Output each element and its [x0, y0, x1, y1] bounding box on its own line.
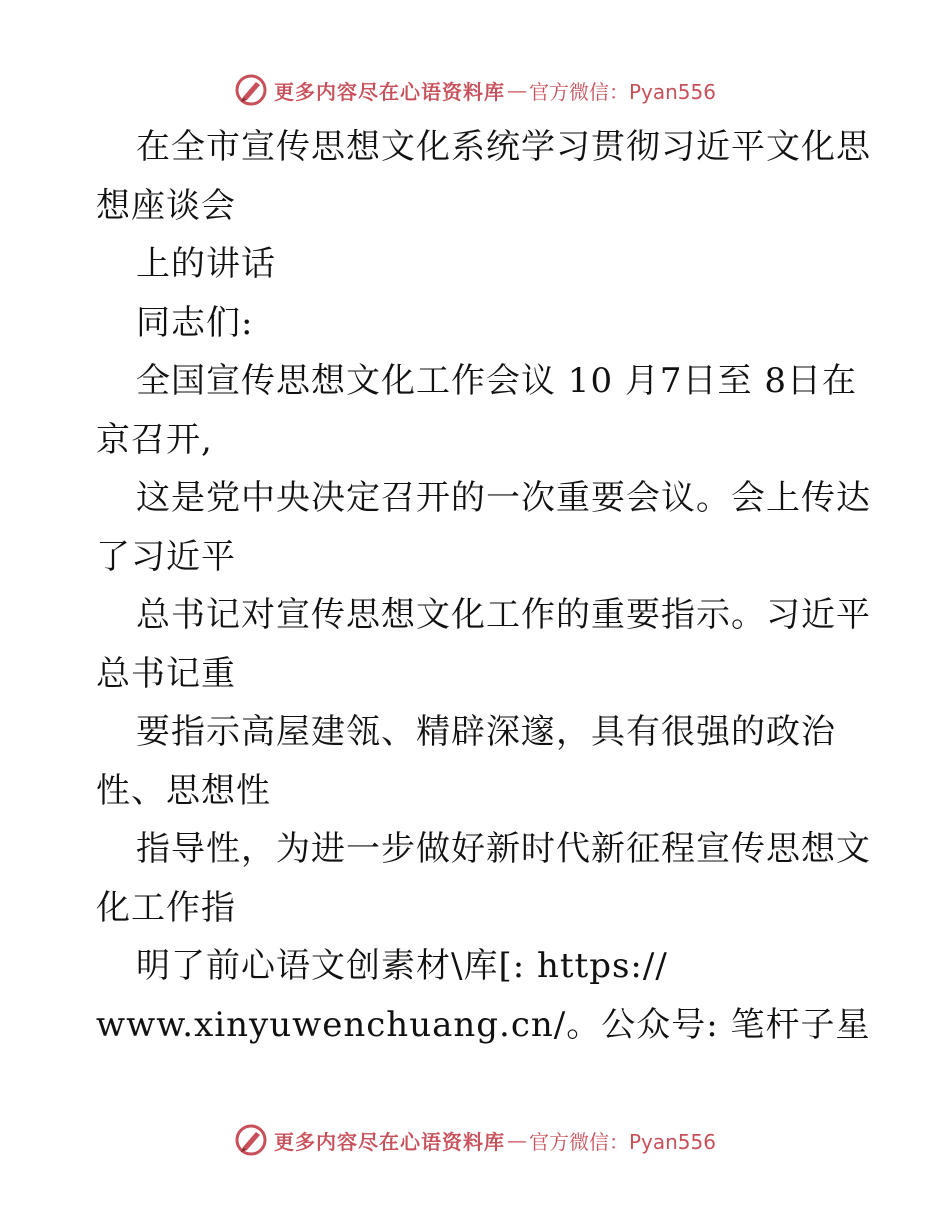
footer-wechat-text: 官方微信：Pyan556	[528, 1129, 716, 1154]
header-watermark	[0, 70, 950, 110]
pen-logo-icon	[234, 1123, 268, 1157]
title-line-3: 上的讲话	[136, 244, 276, 284]
header-wechat-text: 官方微信：Pyan556	[528, 79, 716, 104]
paragraph-line: 全国宣传思想文化工作会议 10 月7日至 8日在	[136, 361, 857, 401]
paragraph-line: 总书记对宣传思想文化工作的重要指示。习近平	[136, 595, 871, 635]
paragraph-line: 这是党中央决定召开的一次重要会议。会上传达	[136, 478, 871, 518]
paragraph-line: www.xinyuwenchuang.cn/。公众号: 笔杆子星	[96, 1004, 871, 1045]
paragraph-line: 化工作指	[96, 887, 236, 928]
paragraph-line: 明了前心语文创素材\库[: https://	[136, 946, 668, 986]
paragraph-line: 性、思想性	[96, 770, 271, 811]
pen-logo-icon	[234, 73, 268, 107]
title-line-2: 想座谈会	[96, 185, 236, 226]
paragraph-line: 总书记重	[96, 653, 236, 694]
paragraph-line: 指导性，为进一步做好新时代新征程宣传思想文	[136, 829, 871, 869]
footer-brand-text: 更多内容尽在心语资料库	[273, 1129, 505, 1154]
header-brand-text: 更多内容尽在心语资料库	[273, 79, 505, 104]
footer-watermark	[0, 1120, 950, 1160]
document-body	[96, 118, 876, 1054]
paragraph-line: 京召开,	[96, 419, 213, 460]
paragraph-line: 了习近平	[96, 536, 236, 577]
header-separator: —	[506, 78, 527, 102]
footer-separator: —	[506, 1128, 527, 1152]
greeting-line: 同志们:	[136, 302, 254, 343]
title-line-1: 在全市宣传思想文化系统学习贯彻习近平文化思	[136, 127, 871, 167]
paragraph-line: 要指示高屋建瓴、精辟深邃，具有很强的政治	[136, 712, 836, 752]
